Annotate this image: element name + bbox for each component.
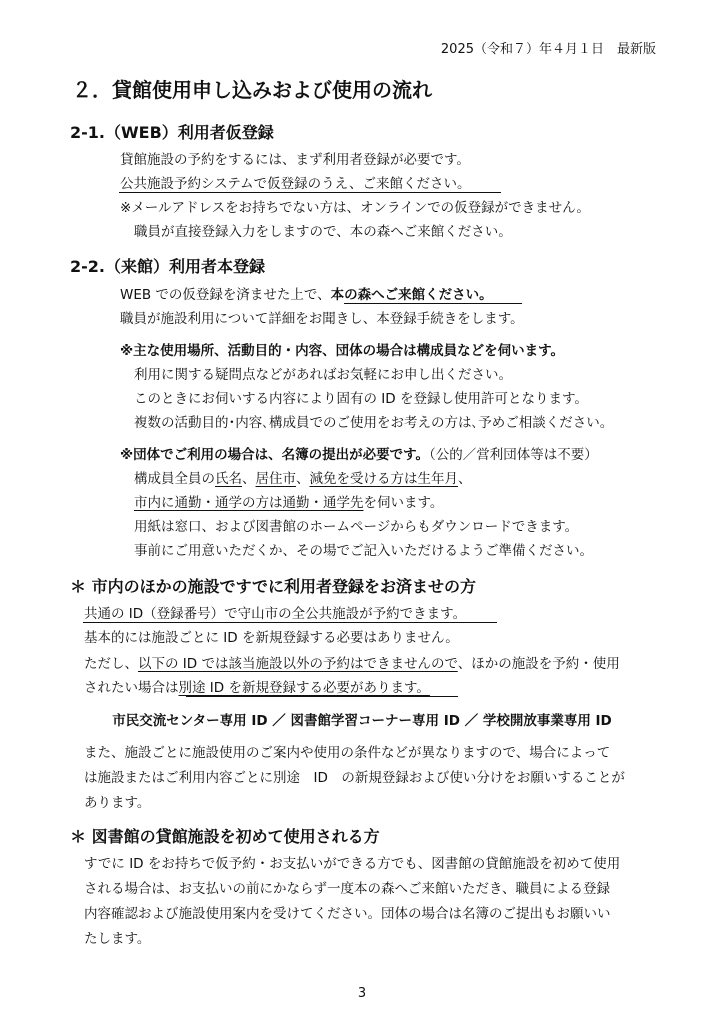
paragraph-line: 利用に関する疑問点などがあればお気軽にお申し出ください。 <box>134 367 512 383</box>
section-heading-2-2: 2-2.（来館）利用者本登録 <box>70 257 265 276</box>
text-run: 、 <box>242 471 256 487</box>
underline <box>344 303 522 304</box>
text-run: 構成員全員の <box>134 471 215 487</box>
paragraph-line: 事前にご用意いただくか、その場でご記入いただけるようご準備ください。 <box>134 543 593 559</box>
note-heading: ※主な使用場所、活動目的・内容、団体の場合は構成員などを伺います。 <box>120 343 565 359</box>
underline <box>186 696 458 697</box>
page-title: ２．貸館使用申し込みおよび使用の流れ <box>72 78 432 102</box>
text-run-underlined: 居住市 <box>255 471 296 487</box>
text-run-underlined: 減免を受ける方は生年月 <box>309 471 458 487</box>
page-number: 3 <box>357 986 367 1001</box>
text-run: ただし、 <box>84 656 138 672</box>
paragraph-line: たします。 <box>84 931 151 947</box>
paragraph-line <box>120 283 493 303</box>
paragraph-line: 公共施設予約システムで仮登録のうえ、ご来館ください。 <box>120 176 471 192</box>
text-run-underlined: 市内に通勤・通学の方は通勤・通学先 <box>134 495 364 511</box>
text-run-underlined: 氏名 <box>215 471 242 487</box>
section-heading-2-1: 2-1.（WEB）利用者仮登録 <box>70 123 274 142</box>
section-heading-existing-users: ＊ 市内のほかの施設ですでに利用者登録をお済ませの方 <box>70 577 477 596</box>
text-run: 、ほかの施設を予約・使用 <box>457 656 620 672</box>
paragraph-line: ※メールアドレスをお持ちでない方は、オンラインでの仮登録ができません。 <box>120 200 590 216</box>
text-run-bold: ※団体でご利用の場合は、名簿の提出が必要です。 <box>120 447 430 463</box>
paragraph-line: あります。 <box>84 795 151 811</box>
paragraph-line: 基本的には施設ごとに ID を新規登録する必要はありません。 <box>84 630 459 646</box>
paragraph-line: 用紙は窓口、および図書館のホームページからもダウンロードできます。 <box>134 519 579 535</box>
paragraph-line: は施設またはご利用内容ごとに別途 ID の新規登録および使い分けをお願いすることが <box>84 770 625 786</box>
dedicated-id-list: 市民交流センター専用 ID ／ 図書館学習コーナー専用 ID ／ 学校開放事業専用 ID <box>112 713 612 729</box>
text-run: 、 <box>458 471 472 487</box>
revision-date: 2025（令和７）年４月１日 最新版 <box>440 42 656 57</box>
text-run: WEB での仮登録を済ませた上で、 <box>120 287 331 303</box>
paragraph-line: 貸館施設の予約をするには、まず利用者登録が必要です。 <box>120 152 470 168</box>
paragraph-line: 職員が施設利用について詳細をお聞きし、本登録手続きをします。 <box>120 311 524 327</box>
paragraph-line: される場合は、お支払いの前にかならず一度本の森へご来館いただき、職員による登録 <box>84 881 610 897</box>
paragraph-line: 複数の活動目的･内容､構成員でのご使用をお考えの方は､予めご相談ください。 <box>134 415 614 431</box>
text-run: されたい場合は <box>84 680 179 696</box>
paragraph-line: また、施設ごとに施設使用のご案内や使用の条件などが異なりますので、場合によって <box>84 745 611 761</box>
paragraph-line <box>84 652 620 672</box>
paragraph-line: 内容確認および施設使用案内を受けてください。団体の場合は名簿のご提出もお願いい <box>84 906 611 922</box>
paragraph-line: 共通の ID（登録番号）で守山市の全公共施設が予約できます。 <box>84 606 467 622</box>
paragraph-line: このときにお伺いする内容により固有の ID を登録し使用許可となります。 <box>134 391 588 407</box>
paragraph-line <box>84 676 430 696</box>
text-run-underlined: 別途 ID を新規登録する必要があります。 <box>178 680 430 696</box>
paragraph-line: 職員が直接登録入力をしますので、本の森へご来館ください。 <box>134 224 512 240</box>
text-run: （公的／営利団体等は不要） <box>429 447 598 463</box>
text-run-bold: 本の森へご来館ください。 <box>330 287 493 303</box>
paragraph-line <box>134 491 443 511</box>
paragraph-line: すでに ID をお持ちで仮予約・お支払いができる方でも、図書館の貸館施設を初めて使用 <box>84 856 621 872</box>
section-heading-first-time-users: ＊ 図書館の貸館施設を初めて使用される方 <box>70 827 380 846</box>
text-run: を伺います。 <box>363 495 444 511</box>
note-heading <box>120 443 598 463</box>
paragraph-line <box>134 467 472 487</box>
underline <box>83 622 497 623</box>
underline <box>119 192 501 193</box>
text-run-underlined: 以下の ID では該当施設以外の予約はできませんので <box>138 656 458 672</box>
text-run: 、 <box>296 471 310 487</box>
